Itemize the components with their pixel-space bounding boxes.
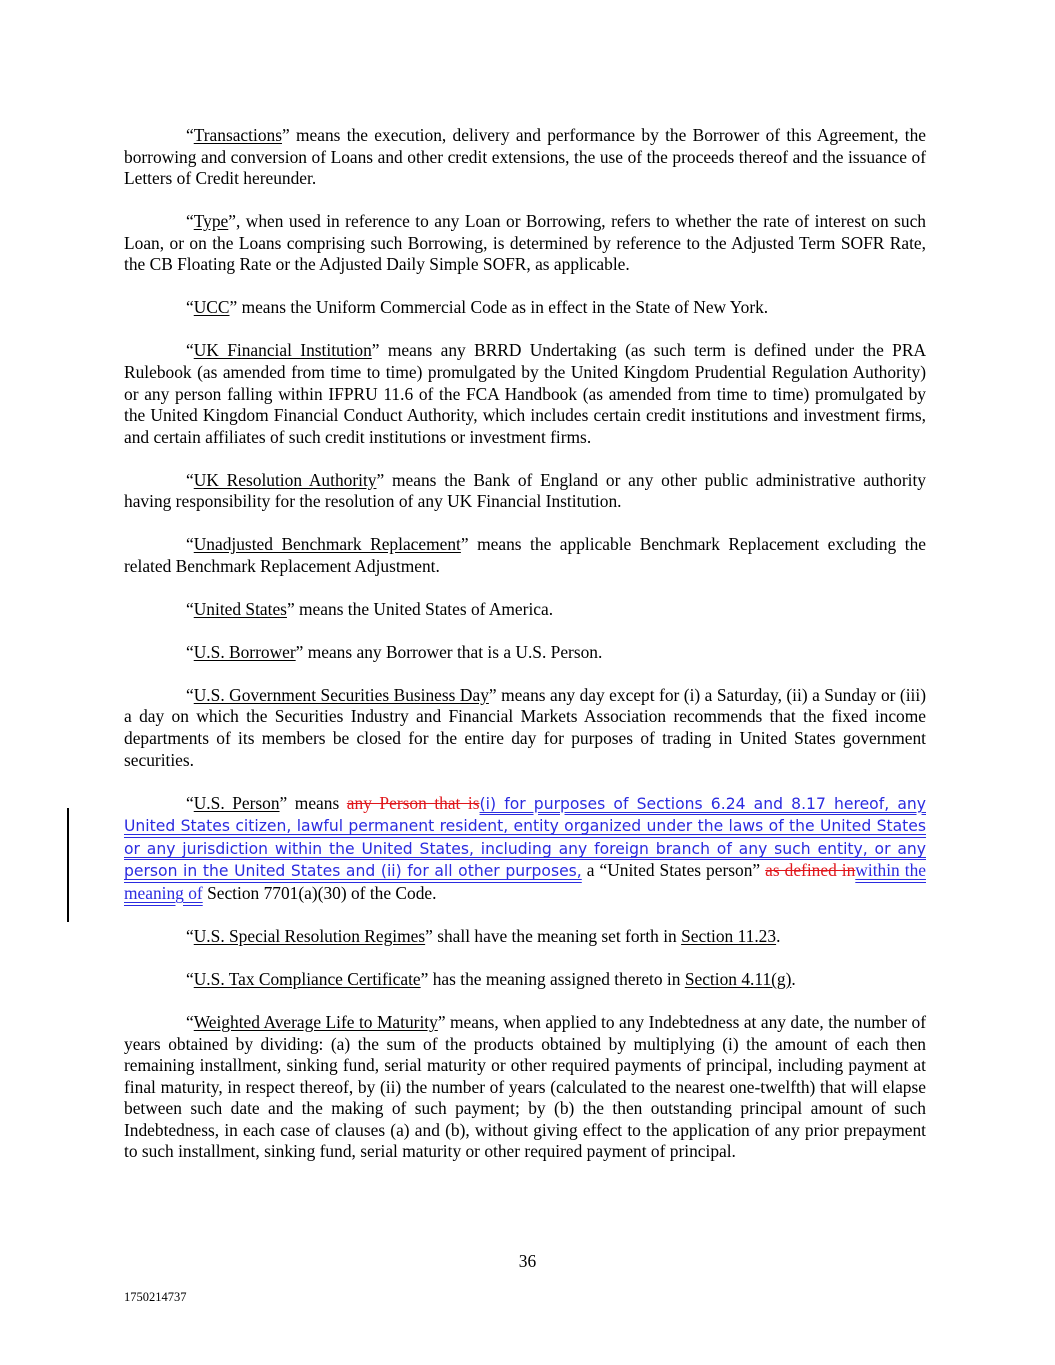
defined-term: Weighted Average Life to Maturity [193, 1011, 438, 1032]
page-number: 36 [518, 1251, 537, 1271]
definition-type: “Type”, when used in reference to any Loan or Borrowing, refers to whether the rate of interest on such Loan, or on the Loans comprising such Borrowing, is determined by reference to the Adjusted Term SOFR Rate, the CB Floating Rate or the Adjusted Daily Simple SOFR, as applicable. [124, 211, 926, 275]
definition-text: ” means any BRRD Undertaking (as such term is defined under the PRA Rulebook (as amended from time to time) promulgated by the United Kingdom Prudential Regulation Authority) or any person falling within IFPRU 11.6 of the FCA Handbook (as amended from time to time) promulgated by the United Kingdom Financial Conduct Authority, which includes certain credit institutions and investment firms, and certain affiliates of such credit institutions or investment firms. [124, 340, 927, 447]
deleted-text: any Person that is [346, 792, 480, 813]
definition-text: ” has the meaning assigned thereto in [420, 968, 685, 989]
definition-text: ” shall have the meaning set forth in [425, 925, 682, 946]
section-reference: Section 4.11(g) [684, 968, 792, 989]
definition-us-government-securities-business-day: “U.S. Government Securities Business Day” means any day except for (i) a Saturday, (ii) a Sunday or (iii) a day on which the Securities Industry and Financial Markets Association recommends that the fixed income departments of its members be closed for the entire day for purposes of trading in United States government securities. [124, 684, 927, 770]
definition-text: ” means the Uniform Commercial Code as in effect in the State of New York. [229, 297, 769, 318]
definition-text: ” means the execution, delivery and performance by the Borrower of this Agreement, the borrowing and conversion of Loans and other credit extensions, the use of the proceeds thereof and the issuance of Letters of Credit hereunder. [124, 125, 926, 189]
definition-us-tax-compliance-certificate: “U.S. Tax Compliance Certificate” has the meaning assigned thereto in Section 4.11(g). [186, 968, 796, 989]
defined-term: Unadjusted Benchmark Replacement [193, 534, 461, 555]
definition-text: ” means any Borrower that is a U.S. Person. [295, 641, 603, 662]
inserted-text: (i) for purposes of Sections 6.24 and 8.17 hereof, any United States citizen, lawful permanent resident, entity organized under the laws of the United States or any jurisdiction within the United States, including any foreign branch of any such entity, or any person in the United States and (ii) for all other purposes, [124, 794, 926, 881]
definition-text: ” means [279, 792, 347, 813]
definition-ucc: “UCC” means the Uniform Commercial Code as in effect in the State of New York. [186, 297, 769, 318]
definition-transactions: “Transactions” means the execution, delivery and performance by the Borrower of this Agreement, the borrowing and conversion of Loans and other credit extensions, the use of the proceeds thereof and the issuance of Letters of Credit hereunder. [124, 125, 926, 189]
defined-term: Transactions [193, 125, 282, 145]
defined-term: U.S. Special Resolution Regimes [193, 925, 426, 946]
definition-weighted-average-life-to-maturity: “Weighted Average Life to Maturity” means, when applied to any Indebtedness at any date, the number of years obtained by dividing: (a) the sum of the products obtained by multiplying (i) the amount of each then remaining installment, sinking fund, serial maturity or other required payments of principal, including payment at final maturity, in respect thereof, by (ii) the number of years (calculated to the nearest one-twelfth) that will elapse between such date and the making of such payment; by (b) the then outstanding principal amount of such Indebtedness, in each case of clauses (a) and (b), without giving effect to the application of any prior prepayment to such installment, sinking fund, serial maturity or other required payment of principal. [124, 1011, 926, 1162]
defined-term: U.S. Government Securities Business Day [193, 684, 489, 705]
inserted-text: within the meaning of [124, 860, 926, 903]
definition-uk-resolution-authority: “UK Resolution Authority” means the Bank of England or any other public administrative authority having responsibility for the resolution of any UK Financial Institution. [124, 469, 926, 512]
change-bar [67, 808, 69, 922]
definitions-section [124, 125, 926, 1184]
defined-term: U.S. Borrower [193, 641, 296, 662]
definition-text: ” means the applicable Benchmark Replacement excluding the related Benchmark Replacement Adjustment. [124, 534, 926, 576]
deleted-text: as defined in [765, 860, 856, 881]
definition-unadjusted-benchmark-replacement: “Unadjusted Benchmark Replacement” means the applicable Benchmark Replacement excluding the related Benchmark Replacement Adjustment. [124, 534, 926, 576]
definition-us-special-resolution-regimes: “U.S. Special Resolution Regimes” shall have the meaning set forth in Section 11.23. [186, 925, 781, 946]
defined-term: UK Resolution Authority [193, 469, 377, 490]
section-reference: Section 11.23 [681, 925, 777, 946]
definition-text: ” means the United States of America. [286, 598, 554, 619]
defined-term: UK Financial Institution [193, 340, 372, 361]
definition-text: ” means, when applied to any Indebtedness at any date, the number of years obtained by dividing: (a) the sum of the products obtained by multiplying (i) the amount of each then remaining installment, sinking fund, serial maturity or other required payments of principal, including payment at final maturity, in respect thereof, by (ii) the number of years (calculated to the nearest one-twelfth) that will elapse between such date and the making of such payment; by (b) the then outstanding principal amount of such Indebtedness, in each case of clauses (a) and (b), without giving effect to the application of any prior prepayment to such installment, sinking fund, serial maturity or other required payment of principal. [124, 1011, 926, 1162]
defined-term: UCC [193, 297, 230, 318]
definition-text: ” means any day except for (i) a Saturday, (ii) a Sunday or (iii) a day on which the Securities Industry and Financial Markets Association recommends that the fixed income departments of its members be closed for the entire day for purposes of trading in United States government securities. [124, 684, 927, 770]
definition-text: ” means the Bank of England or any other public administrative authority having responsibility for the resolution of any UK Financial Institution. [124, 469, 926, 512]
definition-uk-financial-institution: “UK Financial Institution” means any BRRD Undertaking (as such term is defined under the PRA Rulebook (as amended from time to time) promulgated by the United Kingdom Prudential Regulation Authority) or any person falling within IFPRU 11.6 of the FCA Handbook (as amended from time to time) promulgated by the United Kingdom Financial Conduct Authority, which includes certain credit institutions and investment firms, and certain affiliates of such credit institutions or investment firms. [124, 340, 927, 447]
definition-text: . [791, 968, 796, 989]
defined-term: United States [193, 598, 287, 619]
document-id: 1750214737 [124, 1290, 187, 1304]
definition-text: ”, when used in reference to any Loan or Borrowing, refers to whether the rate of interest on such Loan, or on the Loans comprising such Borrowing, is determined by reference to the Adjusted Term SOFR Rate, the CB Floating Rate or the Adjusted Daily Simple SOFR, as applicable. [124, 211, 926, 275]
definition-us-person: “U.S. Person” means any Person that is(i) for purposes of Sections 6.24 and 8.17 hereof, any United States citizen, lawful permanent resident, entity organized under the laws of the United States or any jurisdiction within the United States, including any foreign branch of any such entity, or any person in the United States and (ii) for all other purposes, a “United States person” as defined inwithin the meaning of Section 7701(a)(30) of the Code. [124, 792, 926, 903]
definition-us-borrower: “U.S. Borrower” means any Borrower that is a U.S. Person. [186, 641, 603, 662]
definition-text: Section 7701(a)(30) of the Code. [202, 882, 437, 903]
defined-term: Type [193, 211, 229, 232]
defined-term: U.S. Person [193, 792, 280, 813]
definition-text: . [776, 925, 781, 946]
definition-text: a “United States person” [581, 860, 766, 881]
definition-united-states: “United States” means the United States of America. [186, 598, 554, 619]
defined-term: U.S. Tax Compliance Certificate [193, 968, 421, 989]
